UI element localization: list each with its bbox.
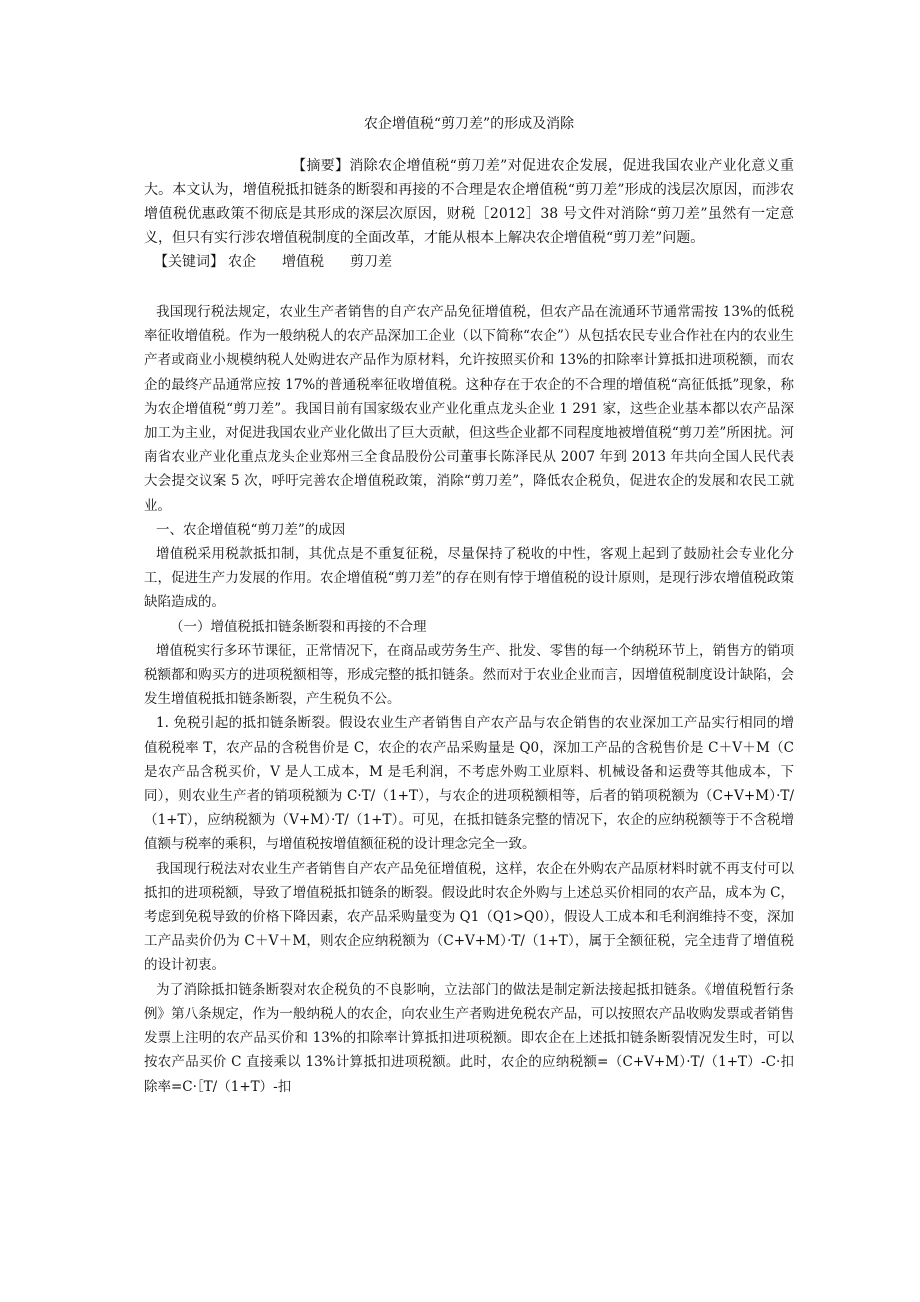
subsection-heading: （一）增值税抵扣链条断裂和再接的不合理 — [170, 618, 427, 635]
paragraph: 1. 免税引起的抵扣链条断裂。假设农业生产者销售自产农产品与农企销售的农业深加工产品实行相同的增值税税率 T，农产品的含税售价是 C，农企的农产品采购量是 Q0，深加工产品的含税售价是 C＋V＋M（C 是农产品含税买价，V 是人工成本，M 是毛利润，不考虑外购工业原料、机械设备和运费等其他成本，下同），则农业生产者的销项税额为 C·T/（1+T），与农企的进项税额相等，后者的销项税额为（C+V+M）·T/（1+T），应纳税额为（V+M）·T/（1+T）。可见，在抵扣链条完整的情况下，农企的应纳税额等于不含税增值额与税率的乘积，与增值税按增值额征税的设计理念完全一致。 — [144, 715, 794, 853]
document-page — [144, 114, 794, 1099]
keywords-label: 【关键词】 — [154, 254, 224, 270]
document-title: 农企增值税“剪刀差”的形成及消除 — [363, 116, 575, 132]
keyword: 剪刀差 — [350, 254, 392, 270]
body-text — [144, 300, 794, 1099]
section-heading: 一、农企增值税“剪刀差”的成因 — [156, 521, 346, 538]
keyword: 增值税 — [282, 254, 324, 270]
keywords-line — [144, 250, 794, 274]
paragraph: 为了消除抵扣链条断裂对农企税负的不良影响，立法部门的做法是制定新法接起抵扣链条。《增值税暂行条例》第八条规定，作为一般纳税人的农企，向农业生产者购进免税农产品，可以按照农产品收购发票或者销售发票上注明的农产品买价和 13%的扣除率计算抵扣进项税额。即农企在上述抵扣链条断裂情况发生时，可以按农产品买价 C 直接乘以 13%计算抵扣进项税额。此时，农企的应纳税额=（C+V+M）·T/（1+T）-C·扣除率=C·［T/（1+T）-扣 — [144, 981, 794, 1095]
paragraph: 我国现行税法对农业生产者销售自产农产品免征增值税，这样，农企在外购农产品原材料时就不再支付可以抵扣的进项税额，导致了增值税抵扣链条的断裂。假设此时农企外购与上述总买价相同的农产品，成本为 C，考虑到免税导致的价格下降因素，农产品采购量变为 Q1（Q1>Q0），假设人工成本和毛利润维持不变，深加工产品卖价仍为 C＋V＋M，则农企应纳税额为（C+V+M）·T/（1+T），属于全额征税，完全违背了增值税的设计初衷。 — [144, 860, 794, 974]
paragraph: 增值税实行多环节课征，正常情况下，在商品或劳务生产、批发、零售的每一个纳税环节上，销售方的销项税额都和购买方的进项税额相等，形成完整的抵扣链条。然而对于农业企业而言，因增值税制度设计缺陷，会发生增值税抵扣链条断裂，产生税负不公。 — [144, 642, 794, 708]
paragraph: 我国现行税法规定，农业生产者销售的自产农产品免征增值税，但农产品在流通环节通常需按 13%的低税率征收增值税。作为一般纳税人的农产品深加工企业（以下简称“农企”）从包括农民专业合作社在内的农业生产者或商业小规模纳税人处购进农产品作为原材料，允许按照买价和 13%的扣除率计算抵扣进项税额，而农企的最终产品通常应按 17%的普通税率征收增值税。这种存在于农企的不合理的增值税“高征低抵”现象，称为农企增值税“剪刀差”。我国目前有国家级农业产业化重点龙头企业 1 291 家，这些企业基本都以农产品深加工为主业，对促进我国农业产业化做出了巨大贡献，但这些企业都不同程度地被增值税“剪刀差”所困扰。河南省农业产业化重点龙头企业郑州三全食品股份公司董事长陈泽民从 2007 年到 2013 年共向全国人民代表大会提交议案 5 次，呼吁完善农企增值税政策，消除“剪刀差”，降低农企税负，促进农企的发展和农民工就业。 — [144, 304, 794, 514]
abstract: 【摘要】消除农企增值税“剪刀差”对促进农企发展，促进我国农业产业化意义重大。本文认为，增值税抵扣链条的断裂和再接的不合理是农企增值税“剪刀差”形成的浅层次原因，而涉农增值税优惠政策不彻底是其形成的深层次原因，财税［2012］38 号文件对消除“剪刀差”虽然有一定意义，但只有实行涉农增值税制度的全面改革，才能从根本上解决农企增值税“剪刀差”问题。 — [144, 158, 794, 246]
keyword: 农企 — [228, 254, 256, 270]
paragraph: 增值税采用税款抵扣制，其优点是不重复征税，尽量保持了税收的中性，客观上起到了鼓励社会专业化分工，促进生产力发展的作用。农企增值税“剪刀差”的存在则有悖于增值税的设计原则，是现行涉农增值税政策缺陷造成的。 — [144, 546, 794, 611]
